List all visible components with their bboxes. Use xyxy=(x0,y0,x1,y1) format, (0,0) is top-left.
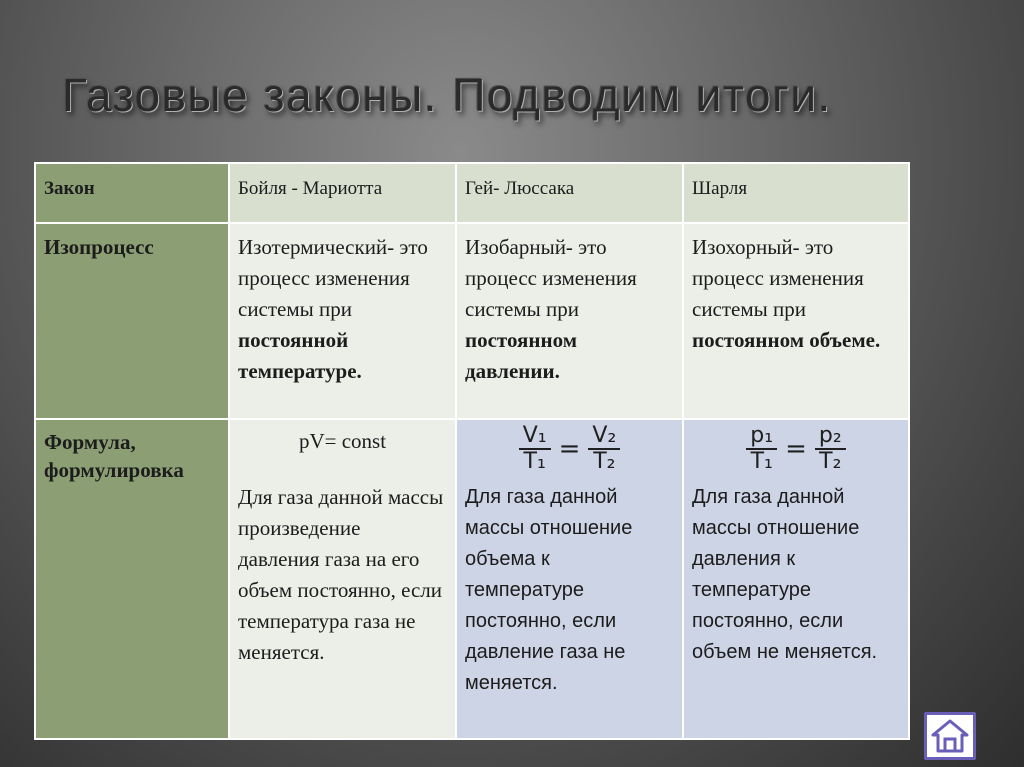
cell-process-charles xyxy=(683,223,909,419)
home-button[interactable] xyxy=(924,712,976,760)
cell-law-charles-text: Шарля xyxy=(692,178,748,199)
fraction-numerator: p₁ xyxy=(746,424,777,450)
fraction-numerator: V₂ xyxy=(588,424,620,450)
cell-law-boyle xyxy=(229,163,456,223)
equals-sign: = xyxy=(558,433,581,464)
cell-law-boyle-text: Бойля - Мариотта xyxy=(238,178,383,199)
row-label-process-text: Изопроцесс xyxy=(44,235,154,259)
process-boyle-bold: постоянной температуре. xyxy=(238,328,362,383)
cell-law-gaylussac-text: Гей- Люссака xyxy=(465,178,575,199)
cell-formula-charles xyxy=(683,419,909,739)
process-gaylussac-text: Изобарный- это процесс изменения системы при xyxy=(465,235,637,321)
table-row-process xyxy=(35,223,909,419)
formula-charles-text: Для газа данной массы отношение давления к температуре постоянно, если объем не меняется. xyxy=(692,486,878,663)
formula-boyle-text: Для газа данной массы произведение давления газа на его объем постоянно, если температура газа не меняется. xyxy=(238,485,444,664)
formula-boyle: pV= const xyxy=(298,429,387,453)
fraction-denominator: T₁ xyxy=(750,449,773,474)
gas-laws-table xyxy=(34,162,910,740)
row-label-law xyxy=(35,163,229,223)
table-row-law xyxy=(35,163,909,223)
formula-charles xyxy=(692,424,900,474)
fraction-denominator: T₂ xyxy=(819,449,842,474)
cell-process-gaylussac xyxy=(456,223,683,419)
cell-law-charles xyxy=(683,163,909,223)
equals-sign: = xyxy=(785,433,807,464)
fraction-left xyxy=(746,424,777,474)
fraction-right xyxy=(815,424,846,474)
cell-process-boyle xyxy=(229,223,456,419)
row-label-process xyxy=(35,223,229,419)
fraction-left xyxy=(519,424,551,474)
slide-title: Газовые законы. Подводим итоги. xyxy=(62,69,832,121)
cell-formula-gaylussac xyxy=(456,419,683,739)
row-label-law-text: Закон xyxy=(44,178,95,199)
process-boyle-text: Изотермический- это процесс изменения системы при xyxy=(238,235,428,321)
cell-law-gaylussac xyxy=(456,163,683,223)
cell-formula-boyle xyxy=(229,419,456,739)
formula-gaylussac xyxy=(465,424,674,474)
fraction-numerator: p₂ xyxy=(815,424,846,450)
formula-gaylussac-text: Для газа данной массы отношение объема к температуре постоянно, если давление газа не меняется. xyxy=(465,486,633,694)
row-label-formula xyxy=(35,419,229,739)
fraction-numerator: V₁ xyxy=(519,424,551,450)
row-label-formula-text: Формула, формулировка xyxy=(44,430,184,482)
fraction-denominator: T₂ xyxy=(593,449,616,474)
home-icon xyxy=(931,719,969,753)
table-row-formula xyxy=(35,419,909,739)
fraction-denominator: T₁ xyxy=(523,449,546,474)
process-charles-bold: постоянном объеме. xyxy=(692,328,881,352)
fraction-right xyxy=(588,424,620,474)
process-charles-text: Изохорный- это процесс изменения системы при xyxy=(692,235,864,321)
process-gaylussac-bold: постоянном давлении. xyxy=(465,328,578,383)
